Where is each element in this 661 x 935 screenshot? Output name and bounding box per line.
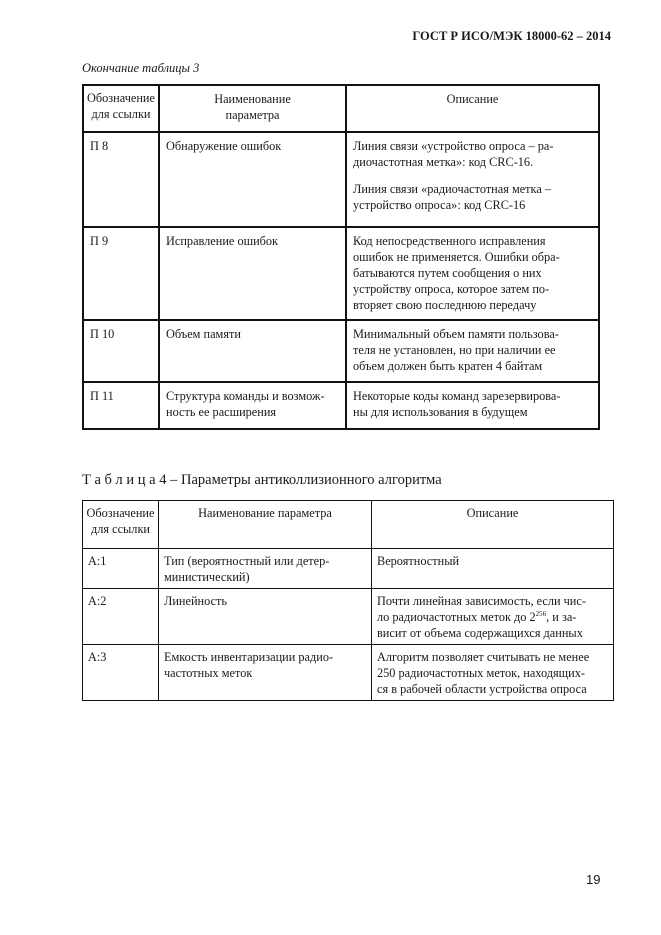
ref-cell: П 11 (83, 382, 159, 429)
column-header: Наименование параметра (159, 501, 372, 549)
column-header: Обозначение для ссылки (83, 85, 159, 132)
table-3 (82, 84, 600, 430)
table3-caption: Окончание таблицы 3 (82, 61, 200, 75)
desc-paragraph: Линия связи «радиочастотная метка – устройство опроса»: код CRC-16 (353, 182, 552, 212)
name-cell: Линейность (159, 589, 372, 645)
desc-cell: Алгоритм позволяет считывать не менее 250 радиочастотных меток, находящих- ся в рабочей области устройства опроса (372, 645, 614, 701)
desc-cell: Код непосредственного исправления ошибок не применяется. Ошибки обра- батываются путем сообщения о них устройству опроса, которое затем по- вторяет свою последнюю передачу (346, 227, 599, 320)
desc-text: , и за- висит от объема содержащихся данных (377, 610, 583, 640)
table-4 (82, 500, 614, 701)
column-header: Описание (372, 501, 614, 549)
table-row (83, 382, 599, 429)
name-cell: Емкость инвентаризации радио- частотных меток (159, 645, 372, 701)
name-cell: Обнаружение ошибок (159, 132, 346, 227)
document-header: ГОСТ Р ИСО/МЭК 18000-62 – 2014 (412, 29, 611, 43)
name-cell: Объем памяти (159, 320, 346, 382)
table4-title: Т а б л и ц а 4 – Параметры антиколлизионного алгоритма (82, 472, 442, 488)
column-header: Описание (346, 85, 599, 132)
ref-cell: П 10 (83, 320, 159, 382)
exponent: 256 (535, 609, 547, 618)
desc-cell: Минимальный объем памяти пользова- теля не установлен, но при наличии ее объем должен быть кратен 4 байтам (346, 320, 599, 382)
ref-cell: А:3 (83, 645, 159, 701)
ref-cell: А:1 (83, 549, 159, 589)
table-row (83, 589, 614, 645)
column-header: Обозначение для ссылки (83, 501, 159, 549)
table-row (83, 227, 599, 320)
table-row (83, 645, 614, 701)
column-header: Наименование параметра (159, 85, 346, 132)
name-cell: Тип (вероятностный или детер- министический) (159, 549, 372, 589)
name-cell: Исправление ошибок (159, 227, 346, 320)
name-cell: Структура команды и возмож- ность ее расширения (159, 382, 346, 429)
desc-cell: Некоторые коды команд зарезервирова- ны для использования в будущем (346, 382, 599, 429)
table-row (83, 549, 614, 589)
page-number: 19 (586, 872, 601, 887)
desc-cell: Вероятностный (372, 549, 614, 589)
desc-text: Почти линейная зависимость, если чис- ло радиочастотных меток до 2 (377, 594, 586, 624)
desc-cell (346, 132, 599, 227)
table-row (83, 320, 599, 382)
table-header-row (83, 501, 614, 549)
table-header-row (83, 85, 599, 132)
desc-paragraph: Линия связи «устройство опроса – ра- диочастотная метка»: код CRC-16. (353, 139, 554, 169)
ref-cell: П 8 (83, 132, 159, 227)
table-row (83, 132, 599, 227)
ref-cell: А:2 (83, 589, 159, 645)
desc-cell (372, 589, 614, 645)
ref-cell: П 9 (83, 227, 159, 320)
